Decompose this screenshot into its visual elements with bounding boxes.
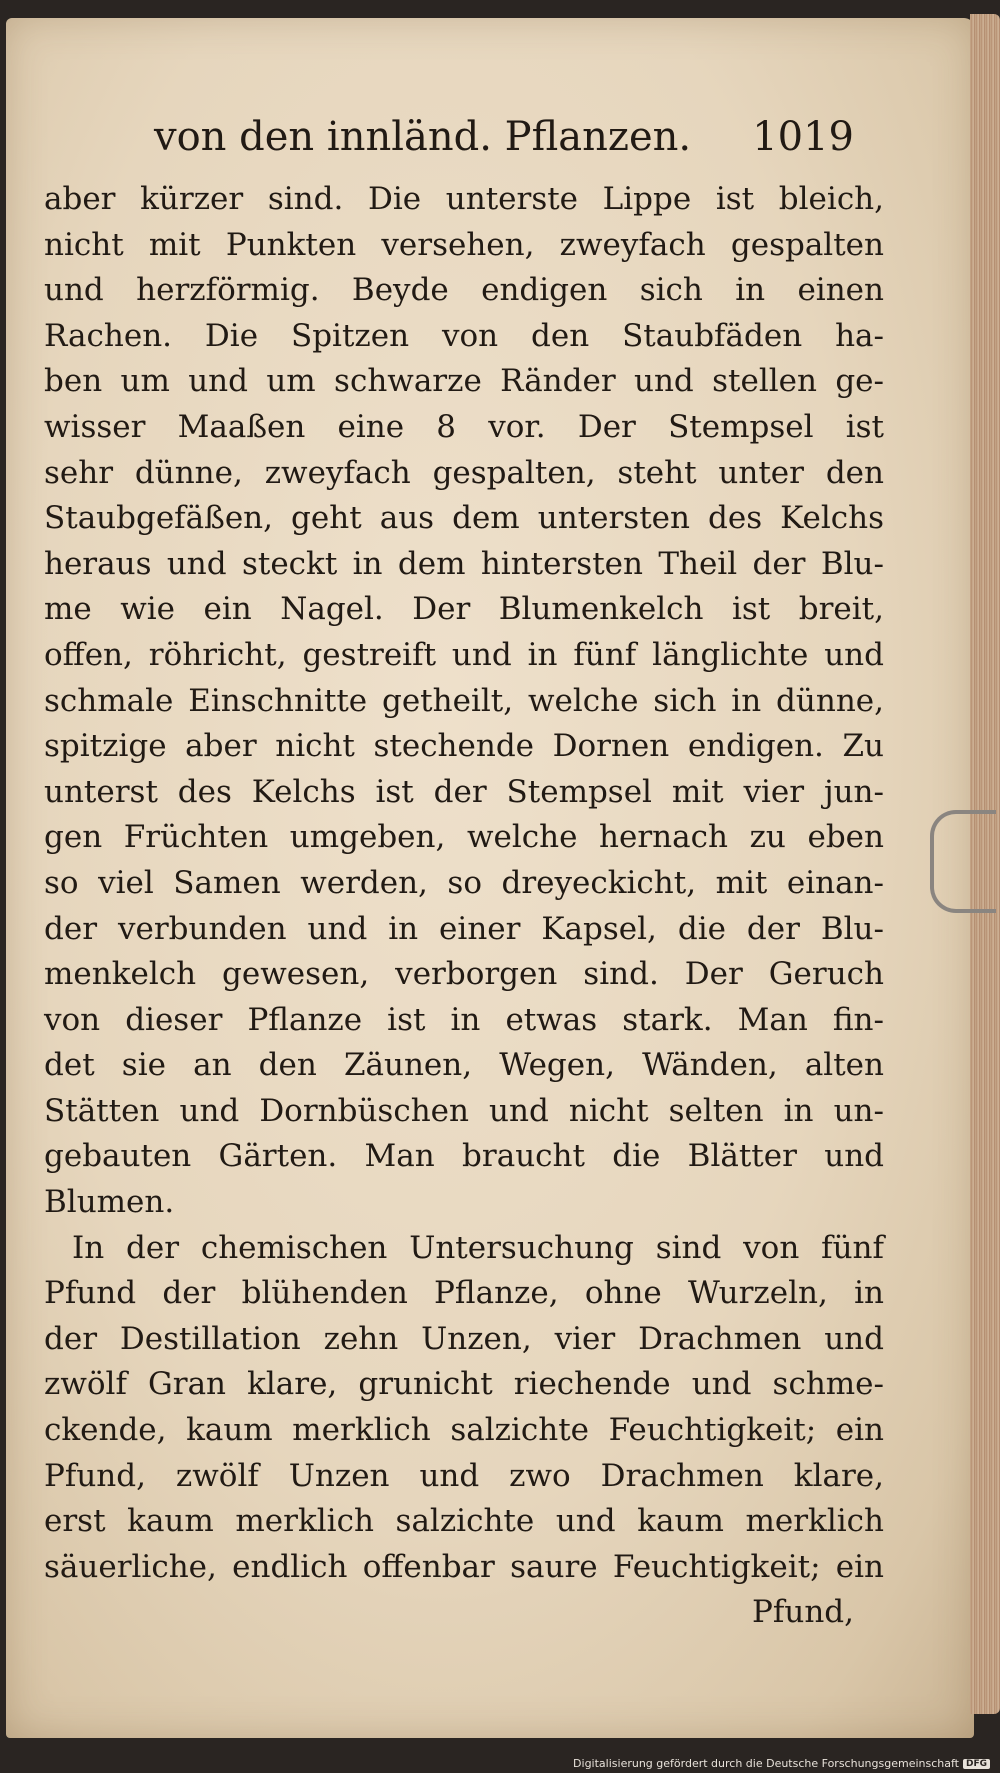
text-line: der verbunden und in einer Kapsel, die der Blu- bbox=[44, 910, 884, 947]
text-line: ben um und um schwarze Ränder und stellen ge- bbox=[44, 363, 884, 400]
text-line: menkelch gewesen, verborgen sind. Der Geruch bbox=[44, 956, 884, 993]
text-line: Staubgefäßen, geht aus dem untersten des Kelchs bbox=[44, 500, 884, 537]
text-line: säuerliche, endlich offenbar saure Feuchtigkeit; ein bbox=[44, 1548, 884, 1585]
text-line: me wie ein Nagel. Der Blumenkelch ist breit, bbox=[44, 591, 884, 628]
page-header bbox=[44, 105, 884, 177]
text-line: unterst des Kelchs ist der Stempsel mit vier jun- bbox=[44, 773, 884, 810]
text-line: Pfund, zwölf Unzen und zwo Drachmen klare, bbox=[44, 1457, 884, 1494]
page-number: 1019 bbox=[752, 114, 854, 160]
text-line: gen Früchten umgeben, welche hernach zu eben bbox=[44, 819, 884, 856]
text-line: wisser Maaßen eine 8 vor. Der Stempsel ist bbox=[44, 408, 884, 445]
paragraph-2 bbox=[44, 1226, 884, 1591]
running-title: von den innländ. Pflanzen. bbox=[154, 114, 692, 160]
funding-note: Digitalisierung gefördert durch die Deutsche Forschungsgemeinschaft bbox=[573, 1757, 959, 1770]
text-line: nicht mit Punkten versehen, zweyfach gespalten bbox=[44, 226, 884, 263]
page-text bbox=[44, 105, 884, 1636]
page-clip bbox=[930, 810, 996, 913]
text-line: Blumen. bbox=[44, 1184, 175, 1221]
text-line: det sie an den Zäunen, Wegen, Wänden, alten bbox=[44, 1047, 884, 1084]
text-line: spitzige aber nicht stechende Dornen endigen. Zu bbox=[44, 728, 884, 765]
text-line: von dieser Pflanze ist in etwas stark. Man fin- bbox=[44, 1001, 884, 1038]
text-line: gebauten Gärten. Man braucht die Blätter und bbox=[44, 1138, 884, 1175]
text-line: heraus und steckt in dem hintersten Theil der Blu- bbox=[44, 545, 884, 582]
text-line: Rachen. Die Spitzen von den Staubfäden ha- bbox=[44, 317, 884, 354]
text-line: In der chemischen Untersuchung sind von fünf bbox=[72, 1229, 884, 1266]
digitization-footer bbox=[573, 1757, 990, 1770]
text-line: aber kürzer sind. Die unterste Lippe ist bleich, bbox=[44, 181, 884, 217]
text-line: offen, röhricht, gestreift und in fünf länglichte und bbox=[44, 636, 884, 673]
text-line: so viel Samen werden, so dreyeckicht, mit einan- bbox=[44, 864, 884, 901]
text-line: und herzförmig. Beyde endigen sich in einen bbox=[44, 272, 884, 309]
text-line: Stätten und Dornbüschen und nicht selten in un- bbox=[44, 1092, 884, 1129]
text-line: der Destillation zehn Unzen, vier Drachmen und bbox=[44, 1320, 884, 1357]
catchword: Pfund, bbox=[752, 1594, 854, 1631]
text-line: schmale Einschnitte getheilt, welche sich in dünne, bbox=[44, 682, 884, 719]
text-line: ckende, kaum merklich salzichte Feuchtigkeit; ein bbox=[44, 1412, 884, 1449]
text-line: sehr dünne, zweyfach gespalten, steht unter den bbox=[44, 454, 884, 491]
dfg-logo: DFG bbox=[963, 1759, 990, 1769]
text-line: erst kaum merklich salzichte und kaum merklich bbox=[44, 1503, 884, 1540]
text-line: zwölf Gran klare, grunicht riechende und schme- bbox=[44, 1366, 884, 1403]
paragraph-1 bbox=[44, 177, 884, 1226]
text-line: Pfund der blühenden Pflanze, ohne Wurzeln, in bbox=[44, 1275, 884, 1312]
